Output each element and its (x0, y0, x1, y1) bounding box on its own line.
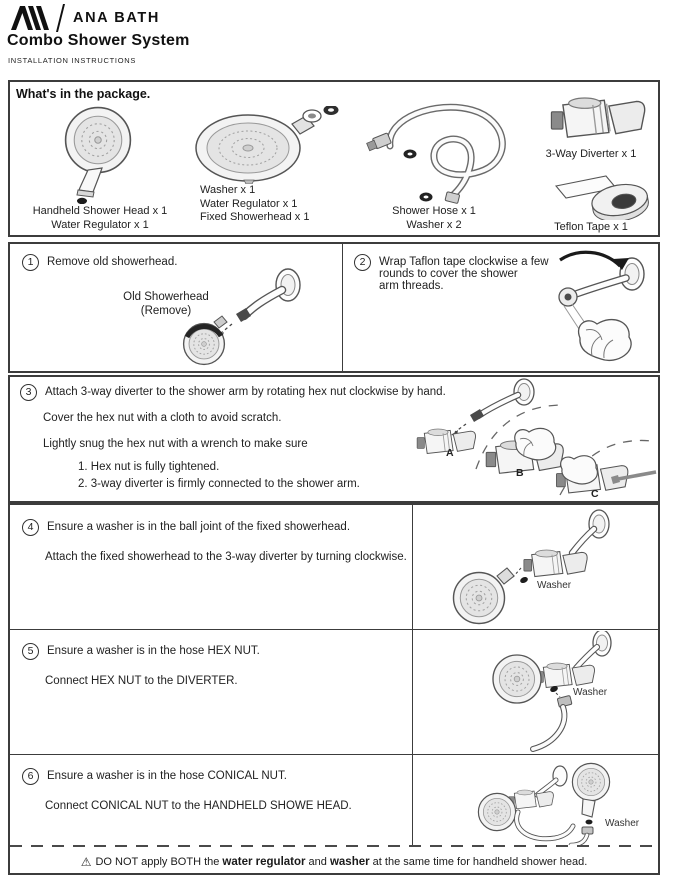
step-1-instruction: 1 Remove old showerhead. (22, 256, 177, 271)
step-5-line: Connect HEX NUT to the DIVERTER. (45, 675, 238, 687)
handheld-shower-head-illustration (36, 100, 158, 204)
step-3-subline: 1. Hex nut is fully tightened. (78, 461, 220, 473)
footer-dashed-divider (10, 845, 658, 847)
cell-divider (342, 244, 343, 371)
step-4-line: Attach the fixed showerhead to the 3-way diverter by turning clockwise. (45, 551, 407, 563)
figure-label-a: A (446, 447, 454, 459)
step-3-illustration (412, 377, 660, 501)
step-1-illustration (168, 248, 338, 370)
step-4-instruction: 4 Ensure a washer is in the ball joint of the fixed showerhead. (22, 521, 350, 536)
step-3-subline: 2. 3-way diverter is firmly connected to the shower arm. (78, 478, 360, 490)
step-number-badge: 2 (354, 254, 371, 271)
warning-text: at the same time for handheld shower head. (369, 856, 588, 868)
old-showerhead-label: Old Showerhead (Remove) (123, 291, 209, 317)
washer-label: Washer (537, 580, 572, 591)
page-title: Combo Shower System (7, 32, 190, 49)
package-item-label: Teflon Tape x 1 (554, 221, 628, 233)
step-number-badge: 3 (20, 384, 37, 401)
step-2-instruction: 2 Wrap Taflon tape clockwise a few rounds to cover the shower arm threads. (354, 256, 549, 292)
step-number-badge: 5 (22, 643, 39, 660)
step-6-line: Connect CONICAL NUT to the HANDHELD SHOWE HEAD. (45, 800, 352, 812)
package-item-label: Shower Hose x 1 Washer x 2 (392, 205, 476, 231)
step-2-illustration (534, 246, 666, 372)
warning-text: and (305, 856, 330, 868)
row-divider (10, 754, 658, 755)
step-5-instruction: 5 Ensure a washer is in the hose HEX NUT. (22, 645, 260, 660)
step-3-line: Cover the hex nut with a cloth to avoid scratch. (43, 412, 282, 424)
step-3-line: Lightly snug the hex nut with a wrench to make sure (43, 438, 308, 450)
washer-label: Washer (605, 818, 640, 829)
step-6-illustration (413, 756, 661, 845)
washer-label: Washer (573, 687, 608, 698)
warning-icon: ⚠ (80, 855, 92, 869)
brand-logo-icon (10, 4, 66, 32)
step-number-badge: 4 (22, 519, 39, 536)
warning-bold-washer: washer (329, 856, 370, 868)
package-item-label: Washer x 1 Water Regulator x 1 Fixed Showerhead x 1 (200, 184, 310, 223)
step-3-instruction: 3 Attach 3-way diverter to the shower arm by rotating hex nut clockwise by hand. (20, 386, 446, 401)
warning-text: DO NOT apply BOTH the (95, 856, 223, 868)
package-section (8, 80, 660, 237)
page-subtitle: INSTALLATION INSTRUCTIONS (8, 56, 137, 65)
step-3-section (8, 375, 660, 503)
package-heading: What's in the package. (16, 87, 151, 101)
steps-1-2-section (8, 242, 660, 373)
brand-logo (10, 4, 160, 32)
warning-footer (10, 849, 658, 875)
step-4-illustration (413, 506, 661, 628)
teflon-tape-illustration (554, 172, 658, 220)
figure-label-b: B (516, 467, 524, 479)
figure-label-c: C (591, 488, 599, 500)
step-number-badge: 1 (22, 254, 39, 271)
package-item-label: 3-Way Diverter x 1 (545, 148, 637, 160)
step-number-badge: 6 (22, 768, 39, 785)
warning-bold-water-regulator: water regulator (222, 856, 306, 868)
package-item-label: Handheld Shower Head x 1 Water Regulator x 1 (32, 205, 168, 231)
fixed-showerhead-illustration (188, 106, 340, 184)
steps-4-6-section (8, 503, 660, 875)
row-divider (10, 629, 658, 630)
shower-hose-illustration (356, 94, 518, 204)
brand-name: ANA BATH (73, 10, 160, 26)
step-6-instruction: 6 Ensure a washer is in the hose CONICAL NUT. (22, 770, 287, 785)
three-way-diverter-illustration (546, 92, 660, 146)
step-5-illustration (413, 631, 661, 753)
